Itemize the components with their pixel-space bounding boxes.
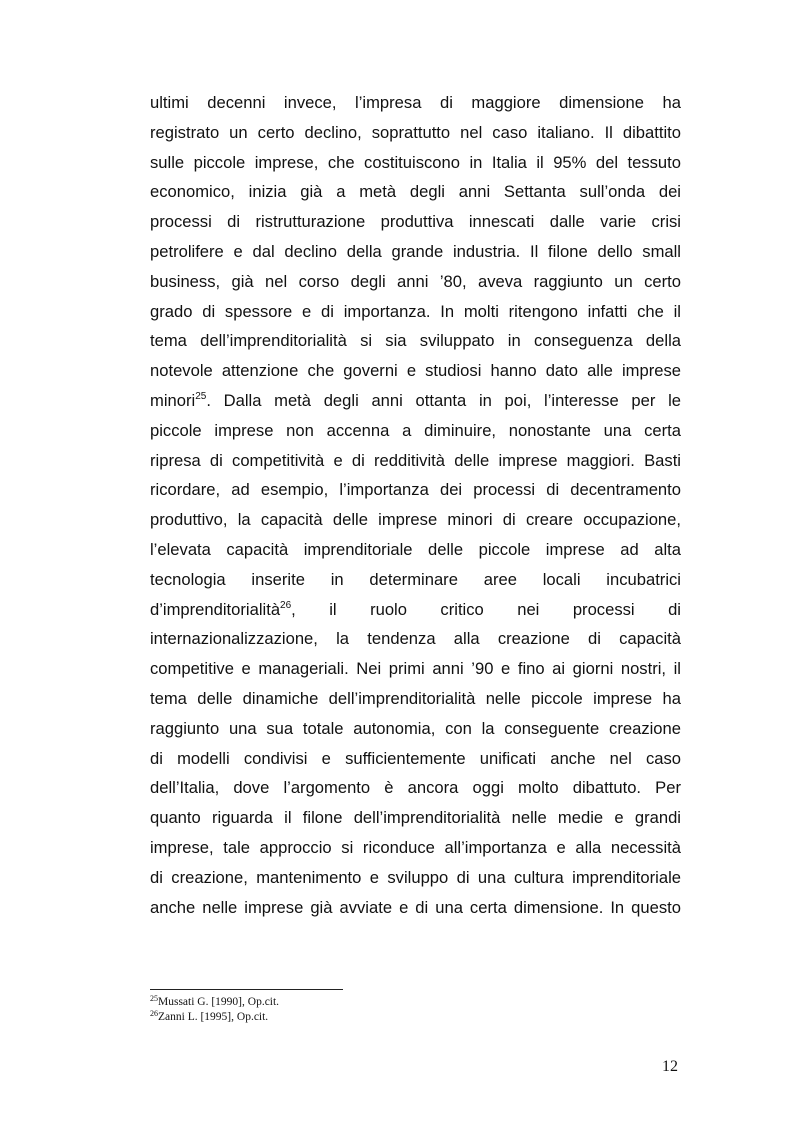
text-line: notevole attenzione che governi e studiosi hanno dato alle imprese bbox=[150, 361, 681, 381]
text-line: ricordare, ad esempio, l’importanza dei processi di decentramento bbox=[150, 480, 681, 500]
text-line: business, già nel corso degli anni ’80, aveva raggiunto un certo bbox=[150, 271, 681, 291]
footnote-number: 26 bbox=[150, 1009, 158, 1018]
text-line: produttivo, la capacità delle imprese minori di creare occupazione, bbox=[150, 510, 681, 530]
text-line: l’elevata capacità imprenditoriale delle piccole imprese ad alta bbox=[150, 539, 681, 559]
text-line: quanto riguarda il filone dell’imprenditorialità nelle medie e grandi bbox=[150, 808, 681, 828]
text-line: di modelli condivisi e sufficientemente unificati anche nel caso bbox=[150, 748, 681, 768]
text-line: tecnologia inserite in determinare aree locali incubatrici bbox=[150, 569, 681, 589]
body-text bbox=[150, 88, 681, 922]
text-line: economico, inizia già a metà degli anni Settanta sull’onda dei bbox=[150, 182, 681, 202]
page-number: 12 bbox=[662, 1058, 678, 1075]
text-line: grado di spessore e di importanza. In molti ritengono infatti che il bbox=[150, 301, 681, 321]
footnote-text: Zanni L. [1995], Op.cit. bbox=[158, 1011, 269, 1023]
text-fragment: , il ruolo critico nei processi di bbox=[291, 599, 681, 619]
text-fragment: . Dalla metà degli anni ottanta in poi, l’interesse per le bbox=[206, 390, 681, 410]
footnote-ref-25[interactable]: 25 bbox=[195, 390, 207, 402]
text-line-with-footnote bbox=[150, 386, 681, 416]
text-line: internazionalizzazione, la tendenza alla creazione di capacità bbox=[150, 629, 681, 649]
text-line: processi di ristrutturazione produttiva innescati dalle varie crisi bbox=[150, 212, 681, 232]
footnotes bbox=[150, 995, 279, 1025]
footnote-separator bbox=[150, 989, 343, 990]
text-line: registrato un certo declino, soprattutto nel caso italiano. Il dibattito bbox=[150, 122, 681, 142]
text-line: piccole imprese non accenna a diminuire, nonostante una certa bbox=[150, 420, 681, 440]
text-line: sulle piccole imprese, che costituiscono in Italia il 95% del tessuto bbox=[150, 152, 681, 172]
text-line: dell’Italia, dove l’argomento è ancora oggi molto dibattuto. Per bbox=[150, 778, 681, 798]
text-line: imprese, tale approccio si riconduce all’importanza e alla necessità bbox=[150, 837, 681, 857]
text-line: raggiunto una sua totale autonomia, con la conseguente creazione bbox=[150, 718, 681, 738]
text-line: competitive e manageriali. Nei primi anni ’90 e fino ai giorni nostri, il bbox=[150, 659, 681, 679]
text-line: tema delle dinamiche dell’imprenditorialità nelle piccole imprese ha bbox=[150, 688, 681, 708]
text-line: di creazione, mantenimento e sviluppo di una cultura imprenditoriale bbox=[150, 867, 681, 887]
footnote-ref-26[interactable]: 26 bbox=[280, 599, 292, 611]
footnote-text: Mussati G. [1990], Op.cit. bbox=[158, 996, 280, 1008]
text-line: tema dell’imprenditorialità si sia sviluppato in conseguenza della bbox=[150, 331, 681, 351]
text-line: ultimi decenni invece, l’impresa di maggiore dimensione ha bbox=[150, 93, 681, 112]
text-line: anche nelle imprese già avviate e di una certa dimensione. In questo bbox=[150, 897, 681, 917]
text-line: ripresa di competitività e di redditività delle imprese maggiori. Basti bbox=[150, 450, 681, 470]
footnote-26 bbox=[150, 1010, 279, 1025]
text-fragment: d’imprenditorialità bbox=[150, 599, 281, 619]
footnote-number: 25 bbox=[150, 994, 158, 1003]
footnote-25 bbox=[150, 995, 279, 1010]
text-line: petrolifere e dal declino della grande industria. Il filone dello small bbox=[150, 241, 681, 261]
text-line-with-footnote bbox=[150, 595, 681, 625]
text-fragment: minori bbox=[150, 390, 196, 410]
